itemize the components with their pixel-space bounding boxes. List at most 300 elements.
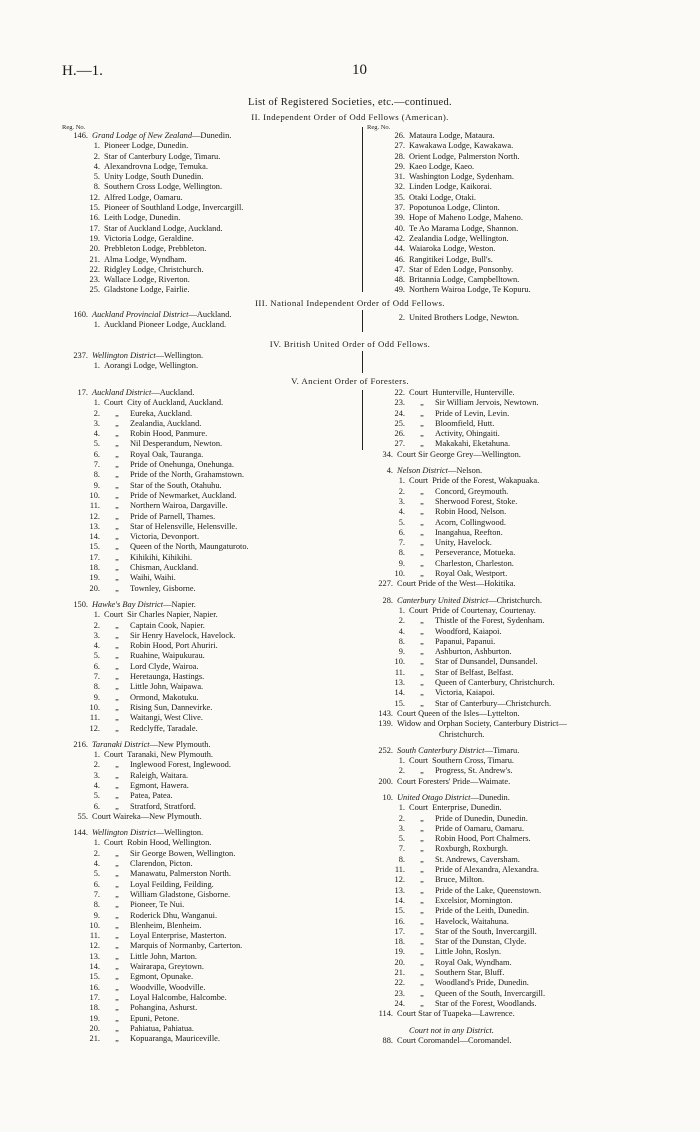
court-prefix: „ <box>420 667 424 677</box>
entry-name: Prebbleton Lodge, Prebbleton. <box>104 244 207 254</box>
list-item <box>62 193 243 203</box>
list-item <box>62 470 249 480</box>
entry-name: Woodford, Kaiapoi. <box>435 626 502 636</box>
entry-name: Little John, Marton. <box>130 951 197 961</box>
list-item <box>367 606 567 616</box>
entry-name: Makakahi, Eketahuna. <box>435 439 511 449</box>
list-item <box>62 162 243 172</box>
court-prefix: „ <box>115 583 119 593</box>
list-item <box>62 631 249 641</box>
reg-number: 6. <box>398 527 405 537</box>
entry-heading <box>62 812 249 822</box>
list-item <box>367 917 567 927</box>
entry-name: Eureka, Auckland. <box>130 408 193 418</box>
list-item <box>367 409 567 419</box>
entry-name: Ruahine, Waipukurau. <box>130 651 205 661</box>
reg-number: 20. <box>394 957 405 967</box>
court-prefix: „ <box>420 616 424 626</box>
list-item <box>62 662 249 672</box>
entry-name: Pride of the North, Grahamstown. <box>130 470 244 480</box>
entry-name: Robin Hood, Wellington. <box>127 838 212 848</box>
entry-name: Wairarapa, Greytown. <box>130 962 204 972</box>
court-prefix: Court <box>409 756 429 766</box>
list-item <box>62 460 249 470</box>
court-prefix: „ <box>115 848 119 858</box>
court-prefix: Court <box>104 398 124 408</box>
list-item <box>367 255 531 265</box>
list-item <box>367 616 567 626</box>
entry-name: South Canterbury District <box>397 745 485 755</box>
court-prefix: „ <box>115 692 119 702</box>
entry-name: Royal Oak, Westport. <box>435 569 508 579</box>
entry-place: —Wellington. <box>155 828 204 838</box>
entry-name: Star of Dunsandel, Dunsandel. <box>435 657 538 667</box>
section-heading-2: II. Independent Order of Odd Fellows (American). <box>251 112 449 122</box>
reg-number: 216. <box>73 739 88 749</box>
court-prefix: „ <box>115 460 119 470</box>
list-item <box>367 518 567 528</box>
entry-name: Roderick Dhu, Wanganui. <box>130 910 218 920</box>
list-item <box>367 647 567 657</box>
entry-heading <box>367 450 567 460</box>
entry-name: Victoria, Kaiapoi. <box>435 688 495 698</box>
entry-name: Royal Oak, Tauranga. <box>130 449 204 459</box>
entry-heading <box>62 740 249 750</box>
court-prefix: „ <box>420 626 424 636</box>
reg-number: 14. <box>394 895 405 905</box>
court-prefix: Court <box>104 610 124 620</box>
reg-number: 1. <box>93 398 100 408</box>
entry-name: Charleston, Charleston. <box>435 558 514 568</box>
reg-number: 20. <box>89 1023 100 1033</box>
list-item <box>62 941 249 951</box>
list-item <box>62 234 243 244</box>
entry-name: Progress, St. Andrew's. <box>435 766 513 776</box>
court-prefix: „ <box>420 678 424 688</box>
reg-number: 2. <box>93 760 100 770</box>
reg-number: 9. <box>93 692 100 702</box>
entry-name: Patea, Patea. <box>130 791 173 801</box>
list-item <box>367 937 567 947</box>
reg-number: 6. <box>93 449 100 459</box>
entry-name: Rangitikei Lodge, Bull's. <box>409 254 493 264</box>
entry-name: Waitangi, West Clive. <box>130 713 203 723</box>
reg-number: 49. <box>394 285 405 295</box>
court-prefix: „ <box>115 941 119 951</box>
reg-no-label-left: Reg. No. <box>62 124 86 131</box>
document-code: H.—1. <box>62 63 103 79</box>
list-item <box>62 972 249 982</box>
entry-name: Lord Clyde, Wairoa. <box>130 661 199 671</box>
reg-number: 13. <box>89 951 100 961</box>
court-prefix: „ <box>115 889 119 899</box>
reg-number: 32. <box>394 182 405 192</box>
reg-number: 15. <box>394 906 405 916</box>
list-item <box>62 542 249 552</box>
court-prefix: „ <box>115 552 119 562</box>
list-item <box>367 172 531 182</box>
list-item <box>62 512 249 522</box>
entry-name: Northern Wairoa, Dargaville. <box>130 501 228 511</box>
list-item <box>367 141 531 151</box>
reg-number: 23. <box>394 988 405 998</box>
entry-place: —Auckland. <box>188 310 232 319</box>
reg-number: 42. <box>394 233 405 243</box>
entry-name: Loyal Enterprise, Masterton. <box>130 931 227 941</box>
court-prefix: „ <box>420 834 424 844</box>
entry-heading <box>62 351 203 361</box>
entry-heading <box>62 388 249 398</box>
list-item <box>62 224 243 234</box>
court-prefix: „ <box>420 865 424 875</box>
entry-name: United Brothers Lodge, Newton. <box>409 313 520 322</box>
entry-name: Little John, Waipawa. <box>130 682 204 692</box>
court-prefix: „ <box>115 672 119 682</box>
list-item <box>367 834 567 844</box>
list-item <box>367 388 567 398</box>
reg-number: 9. <box>93 480 100 490</box>
reg-number: 2. <box>398 313 405 322</box>
entry-name: Sir Henry Havelock, Havelock. <box>130 630 236 640</box>
reg-number: 8. <box>398 854 405 864</box>
entry-name: Clarendon, Picton. <box>130 859 193 869</box>
entry-name: Loyal Halcombe, Halcombe. <box>130 992 227 1002</box>
reg-number: 15. <box>89 542 100 552</box>
reg-number: 1. <box>93 610 100 620</box>
list-item <box>367 855 567 865</box>
entry-name: Robin Hood, Panmure. <box>130 429 208 439</box>
list-item <box>62 703 249 713</box>
reg-number: 17. <box>89 552 100 562</box>
reg-number: 10. <box>394 569 405 579</box>
reg-number: 18. <box>394 937 405 947</box>
court-prefix: „ <box>420 439 424 449</box>
entry-name: Queen of the South, Invercargill. <box>435 988 546 998</box>
entry-name: Activity, Ohingaiti. <box>435 429 500 439</box>
list-item <box>367 999 567 1009</box>
section-3-right <box>367 313 519 323</box>
reg-number: 4. <box>93 161 100 171</box>
reg-number: 10. <box>89 490 100 500</box>
reg-number: 4. <box>93 429 100 439</box>
entry-name: Pioneer, Te Nui. <box>130 900 185 910</box>
court-prefix: „ <box>420 636 424 646</box>
entry-place: —Nelson. <box>447 466 483 476</box>
reg-number: 1. <box>398 605 405 615</box>
entry-name: Unity, Havelock. <box>435 538 492 548</box>
list-item <box>62 563 249 573</box>
court-prefix: „ <box>115 723 119 733</box>
reg-number: 1. <box>398 476 405 486</box>
reg-number: 1. <box>93 838 100 848</box>
entry-name: Popotunoa Lodge, Clinton. <box>409 203 500 213</box>
court-prefix: „ <box>115 791 119 801</box>
list-item <box>62 781 249 791</box>
entry-name: Hunterville, Hunterville. <box>432 388 515 397</box>
court-prefix: „ <box>420 688 424 698</box>
court-prefix: „ <box>115 682 119 692</box>
section-5-right <box>367 388 567 1046</box>
list-item <box>62 491 249 501</box>
entry-heading <box>367 719 567 729</box>
reg-number: 16. <box>89 982 100 992</box>
reg-number: 10. <box>382 792 393 802</box>
reg-number: 139. <box>378 719 393 729</box>
list-item <box>367 507 567 517</box>
court-prefix: „ <box>115 511 119 521</box>
entry-name: Star of Belfast, Belfast. <box>435 667 514 677</box>
list-item <box>367 497 567 507</box>
reg-number: 3. <box>93 418 100 428</box>
list-item <box>367 538 567 548</box>
entry-name: Nil Desperandum, Newton. <box>130 439 223 449</box>
entry-name: Canterbury United District <box>397 595 489 605</box>
court-prefix: „ <box>115 542 119 552</box>
list-item <box>62 993 249 1003</box>
list-item <box>62 172 243 182</box>
entry-name: Kaeo Lodge, Kaeo. <box>409 161 475 171</box>
court-prefix: „ <box>115 573 119 583</box>
court-prefix: „ <box>115 651 119 661</box>
entry-name: Nelson District <box>397 466 448 476</box>
reg-number: 47. <box>394 264 405 274</box>
entry-name: Star of the Forest, Woodlands. <box>435 998 537 1008</box>
court-prefix: „ <box>115 480 119 490</box>
entry-name: Star of the South, Otahuhu. <box>130 480 222 490</box>
court-prefix: „ <box>115 521 119 531</box>
list-item <box>62 859 249 869</box>
entry-name: Gladstone Lodge, Fairlie. <box>104 285 190 295</box>
court-prefix: „ <box>115 770 119 780</box>
list-item <box>62 285 243 295</box>
reg-number: 227. <box>378 579 393 589</box>
court-prefix: „ <box>115 910 119 920</box>
reg-number: 4. <box>93 641 100 651</box>
reg-number: 7. <box>93 889 100 899</box>
entry-heading <box>367 793 567 803</box>
court-prefix: „ <box>115 972 119 982</box>
entry-name: Marquis of Normanby, Carterton. <box>130 941 243 951</box>
entry-name: Christchurch. <box>439 729 485 739</box>
court-prefix: „ <box>115 563 119 573</box>
reg-number: 8. <box>398 636 405 646</box>
page-number: 10 <box>352 62 367 78</box>
column-divider <box>362 310 363 332</box>
entry-name: Raleigh, Waitara. <box>130 770 189 780</box>
reg-number: 27. <box>394 141 405 151</box>
reg-number: 17. <box>77 388 88 397</box>
list-item <box>62 621 249 631</box>
entry-name: Queen of the North, Maungaturoto. <box>130 542 249 552</box>
column-divider <box>362 390 363 450</box>
list-item <box>62 141 243 151</box>
court-prefix: „ <box>420 766 424 776</box>
entry-heading <box>367 466 567 476</box>
entry-heading <box>367 746 567 756</box>
section-heading-3: III. National Independent Order of Odd Fellows. <box>255 298 445 308</box>
list-item <box>62 361 203 371</box>
court-prefix: „ <box>420 823 424 833</box>
list-item <box>62 1003 249 1013</box>
entry-name: Roxburgh, Roxburgh. <box>435 844 508 854</box>
list-item <box>62 409 249 419</box>
reg-number: 21. <box>89 1034 100 1044</box>
list-item <box>367 419 567 429</box>
reg-number <box>367 730 409 740</box>
reg-number: 6. <box>93 879 100 889</box>
court-prefix: „ <box>420 429 424 439</box>
entry-name: Alexandrovna Lodge, Temuka. <box>104 161 208 171</box>
reg-number: 143. <box>378 708 393 718</box>
court-prefix: Court <box>409 803 429 813</box>
list-item <box>62 651 249 661</box>
entry-name: Sir Charles Napier, Napier. <box>127 610 218 620</box>
section-5-left <box>62 388 249 1044</box>
court-prefix: „ <box>115 661 119 671</box>
reg-number: 11. <box>89 713 100 723</box>
entry-name: Thistle of the Forest, Sydenham. <box>435 616 545 626</box>
court-prefix: „ <box>115 780 119 790</box>
entry-name: Auckland Provincial District <box>92 310 189 319</box>
reg-number: 5. <box>93 651 100 661</box>
reg-number: 1. <box>93 750 100 760</box>
entry-name: Southern Cross Lodge, Wellington. <box>104 182 223 192</box>
list-item <box>367 699 567 709</box>
entry-name: Star of Eden Lodge, Ponsonby. <box>409 264 514 274</box>
reg-number: 7. <box>398 844 405 854</box>
list-item <box>367 162 531 172</box>
list-item <box>367 203 531 213</box>
entry-heading <box>367 777 567 787</box>
list-item <box>367 668 567 678</box>
entry-name: Kopuaranga, Mauriceville. <box>130 1034 220 1044</box>
reg-number: 24. <box>394 998 405 1008</box>
reg-number: 150. <box>73 599 88 609</box>
court-prefix: „ <box>115 501 119 511</box>
list-item <box>62 573 249 583</box>
entry-name: Pohangina, Ashurst. <box>130 1003 198 1013</box>
list-item <box>62 771 249 781</box>
reg-number: 8. <box>93 470 100 480</box>
reg-number: 44. <box>394 244 405 254</box>
entry-name: Northern Wairoa Lodge, Te Kopuru. <box>409 285 531 295</box>
reg-number: 31. <box>394 172 405 182</box>
entry-heading <box>62 600 249 610</box>
reg-number: 2. <box>93 848 100 858</box>
reg-number: 5. <box>398 517 405 527</box>
column-divider <box>362 127 363 292</box>
reg-number: 21. <box>394 968 405 978</box>
reg-number: 144. <box>73 828 88 838</box>
list-item <box>367 844 567 854</box>
entry-name: Waiaroka Lodge, Weston. <box>409 244 496 254</box>
reg-number: 12. <box>89 511 100 521</box>
reg-number: 1. <box>398 803 405 813</box>
court-prefix: „ <box>420 978 424 988</box>
entry-name: Blenheim, Blenheim. <box>130 920 202 930</box>
reg-number: 34. <box>382 449 393 459</box>
entry-name: Grand Lodge of New Zealand <box>92 131 193 140</box>
reg-number: 29. <box>394 161 405 171</box>
reg-number: 22. <box>394 978 405 988</box>
list-item <box>62 320 231 330</box>
list-item <box>62 610 249 620</box>
entry-name: Southern Cross, Timaru. <box>432 756 514 766</box>
list-item <box>367 548 567 558</box>
court-prefix: „ <box>115 1034 119 1044</box>
court-prefix: „ <box>115 900 119 910</box>
reg-number: 3. <box>398 496 405 506</box>
reg-number: 15. <box>89 203 100 213</box>
entry-place: —Auckland. <box>151 388 195 397</box>
entry-name: Pride of the Lake, Queenstown. <box>435 885 542 895</box>
entry-name: Egmont, Hawera. <box>130 780 189 790</box>
entry-name: Little John, Roslyn. <box>435 947 502 957</box>
list-item <box>367 958 567 968</box>
court-prefix: „ <box>115 801 119 811</box>
court-prefix: „ <box>115 490 119 500</box>
list-item <box>62 481 249 491</box>
entry-place: —New Plymouth. <box>149 739 211 749</box>
list-item <box>62 672 249 682</box>
reg-number: 1. <box>93 141 100 151</box>
entry-name: Royal Oak, Wyndham. <box>435 957 512 967</box>
list-item <box>62 152 243 162</box>
entry-name: Loyal Feilding, Feilding. <box>130 879 214 889</box>
reg-number: 88. <box>382 1035 393 1045</box>
entry-name: Pride of Courtenay, Courtenay. <box>432 605 536 615</box>
list-item <box>62 750 249 760</box>
reg-number: 25. <box>394 418 405 428</box>
list-item <box>62 952 249 962</box>
reg-number: 26. <box>394 131 405 140</box>
court-prefix: „ <box>115 532 119 542</box>
list-item <box>62 275 243 285</box>
column-divider <box>362 351 363 373</box>
list-item <box>367 439 567 449</box>
reg-number: 28. <box>382 595 393 605</box>
list-item <box>367 906 567 916</box>
court-prefix: „ <box>115 439 119 449</box>
entry-heading <box>62 131 243 141</box>
reg-number: 237. <box>73 351 88 360</box>
section-heading-4: IV. British United Order of Odd Fellows. <box>269 339 431 349</box>
list-item <box>62 1034 249 1044</box>
reg-number: 13. <box>89 521 100 531</box>
entry-name: Widow and Orphan Society, Canterbury District— <box>397 719 567 729</box>
reg-number: 12. <box>89 941 100 951</box>
list-item <box>62 553 249 563</box>
entry-name: Excelsior, Mornington. <box>435 895 513 905</box>
list-item <box>367 476 567 486</box>
court-prefix: Court <box>409 388 429 397</box>
list-item <box>367 803 567 813</box>
entry-name: Bloomfield, Hutt. <box>435 418 495 428</box>
reg-number: 4. <box>398 626 405 636</box>
entry-name: Aorangi Lodge, Wellington. <box>104 361 199 371</box>
court-prefix: „ <box>420 844 424 854</box>
list-item <box>367 265 531 275</box>
entry-name: Redclyffe, Taradale. <box>130 723 198 733</box>
list-item <box>367 657 567 667</box>
reg-number: 40. <box>394 223 405 233</box>
court-prefix: „ <box>115 920 119 930</box>
court-prefix: „ <box>420 885 424 895</box>
list-item <box>367 234 531 244</box>
entry-heading <box>367 596 567 606</box>
entry-name: Court Foresters' Pride—Waimate. <box>397 776 511 786</box>
list-item <box>367 637 567 647</box>
